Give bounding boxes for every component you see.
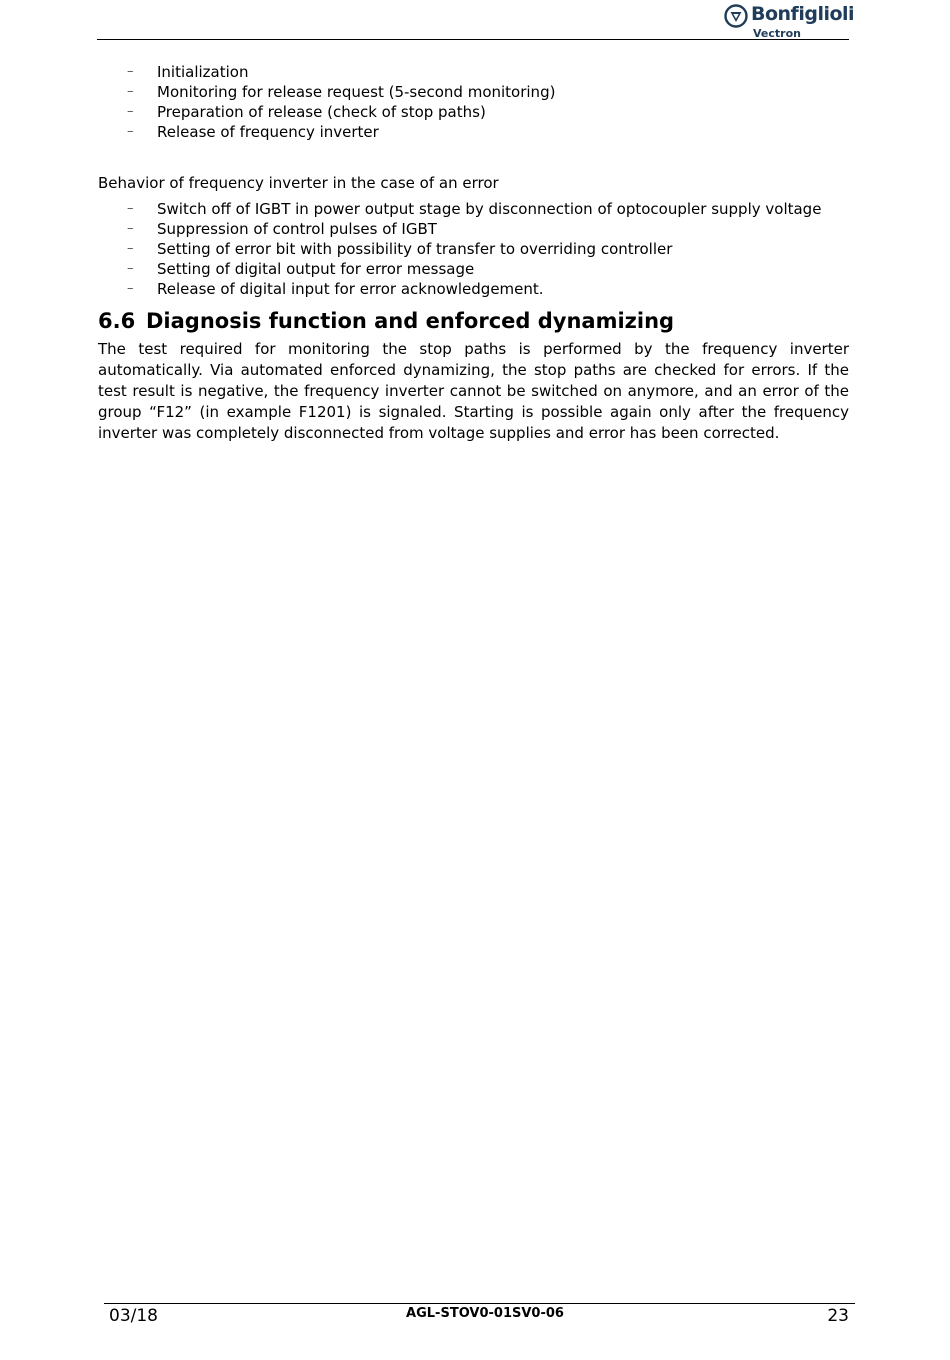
header-divider [97,39,849,40]
list-item-text: Release of frequency inverter [157,123,379,141]
list-item [98,279,849,299]
bonfiglioli-logo-icon [724,4,748,28]
process-step-list [98,62,849,142]
list-item [98,102,849,122]
section-number: 6.6 [98,309,136,333]
dash-bullet-icon: – [127,84,134,99]
list-item-text: Initialization [157,63,249,81]
list-item-text: Setting of error bit with possibility of transfer to overriding controller [157,240,673,258]
list-item [98,259,849,279]
list-item [98,239,849,259]
list-item-text: Setting of digital output for error message [157,260,475,278]
list-item [98,219,849,239]
footer-date: 03/18 [109,1306,158,1326]
section-heading [98,307,849,335]
list-item-text: Switch off of IGBT in power output stage by disconnection of optocoupler supply voltage [157,200,822,218]
page-content [98,62,849,444]
footer-divider [104,1303,855,1304]
dash-bullet-icon: – [127,241,134,256]
list-item [98,62,849,82]
list-item [98,82,849,102]
page-number: 23 [827,1306,849,1326]
list-item-text: Release of digital input for error acknowledgement. [157,280,544,298]
dash-bullet-icon: – [127,124,134,139]
dash-bullet-icon: – [127,201,134,216]
logo-brand-text: Bonfiglioli [751,3,855,25]
logo-sub-text: Vectron [753,27,801,40]
bonfiglioli-logo [724,2,855,40]
list-item-text: Monitoring for release request (5-second monitoring) [157,83,556,101]
section-title: Diagnosis function and enforced dynamizing [146,309,675,333]
dash-bullet-icon: – [127,104,134,119]
list-item [98,199,849,219]
dash-bullet-icon: – [127,221,134,236]
dash-bullet-icon: – [127,281,134,296]
behavior-label: Behavior of frequency inverter in the case of an error [98,174,499,192]
list-item [98,122,849,142]
dash-bullet-icon: – [127,64,134,79]
error-behavior-list [98,199,849,299]
footer-document-id: AGL-STOV0-01SV0-06 [406,1306,564,1321]
section-body-paragraph: The test required for monitoring the stop paths is performed by the frequency inverter automatically. Via automated enforced dynamizing, the stop paths are checked for errors. If the test result is negative, the frequency inverter cannot be switched on anymore, and an error of the group “F12” (in example F1201) is signaled. Starting is possible again only after the frequency inverter was completely disconnected from voltage supplies and error has been corrected. [98,340,849,442]
list-item-text: Suppression of control pulses of IGBT [157,220,437,238]
dash-bullet-icon: – [127,261,134,276]
list-item-text: Preparation of release (check of stop paths) [157,103,486,121]
